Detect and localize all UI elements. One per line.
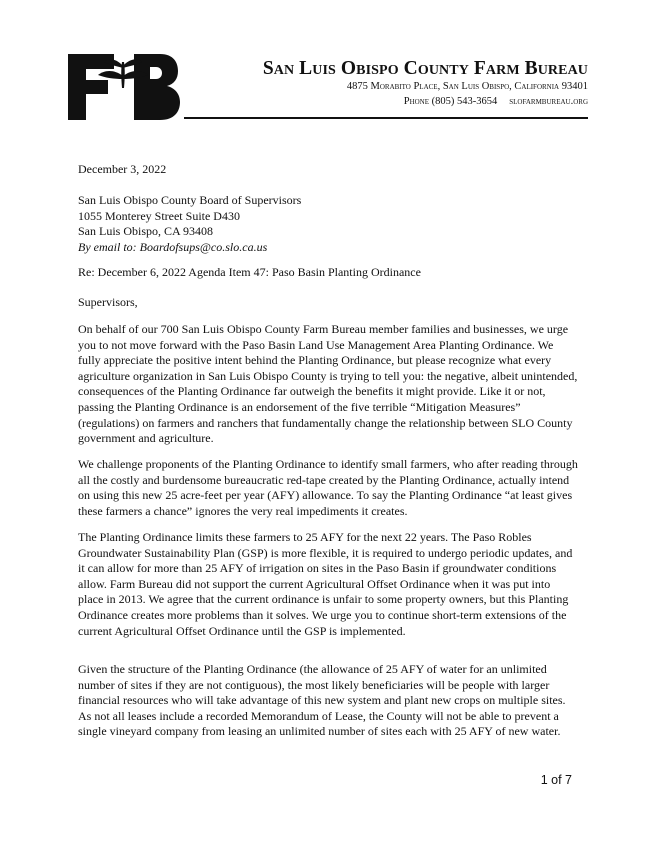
recipient-block [78, 193, 578, 255]
recipient-email-line: By email to: Boardofsups@co.slo.ca.us [78, 239, 268, 254]
letter-paragraph: The Planting Ordinance limits these farmers to 25 AFY for the next 22 years. The Paso Robles Groundwater Sustainability Plan (GSP) is more flexible, it is required to undergo periodic updates, and it can allow for more than 25 AFY of irrigation on sites in the Paso Basin if groundwater conditions allow. Farm Bureau did not support the current Agricultural Offset Ordinance when it was put into place in 2013. We agree that the current ordinance is unfair to some property owners, but this Planting Ordinance creates more problems than it solves. We urge you to continue short-term extensions of the current Agricultural Offset Ordinance until the GSP is implemented. [78, 530, 573, 638]
page-number: 1 of 7 [540, 773, 572, 787]
organization-contact [188, 96, 588, 107]
organization-phone: Phone (805) 543-3654 [403, 96, 498, 107]
organization-address: 4875 Morabito Place, San Luis Obispo, California 93401 [346, 81, 588, 92]
recipient-line: San Luis Obispo County Board of Supervisors [78, 193, 302, 207]
letter-date: December 3, 2022 [78, 162, 167, 176]
letterhead-divider [184, 117, 588, 119]
letter-paragraph: Given the structure of the Planting Ordinance (the allowance of 25 AFY of water for an unlimited number of sites if they are not contiguous), the most likely beneficiaries will be people with larger financial resources who will take advantage of this new system and plant new crops on multiple sites. As not all leases include a recorded Memorandum of Lease, the County will not be able to prevent a single vineyard company from leasing an unlimited number of sites each with 25 AFY of new water. [78, 662, 566, 739]
organization-name: San Luis Obispo County Farm Bureau [262, 58, 588, 79]
organization-website: slofarmbureau.org [509, 96, 588, 107]
salutation: Supervisors, [78, 295, 138, 309]
recipient-line: San Luis Obispo, CA 93408 [78, 224, 214, 239]
letter-paragraph: On behalf of our 700 San Luis Obispo County Farm Bureau member families and businesses, we urge you to not move forward with the Paso Basin Land Use Management Area Planting Ordinance. We fully appreciate the positive intent behind the Planting Ordinance, but please recognize what every agriculture organization in San Luis Obispo County is trying to tell you: the negative, albeit unintended, consequences of the Planting Ordinance far outweigh the benefits it might provide. Like it or not, passing the Planting Ordinance is an endorsement of the five terrible “Mitigation Measures” (regulations) on farmers and ranchers that fundamentally change the relationship between SLO County government and agriculture. [78, 322, 578, 446]
recipient-line: 1055 Monterey Street Suite D430 [78, 208, 240, 223]
letter-paragraph: We challenge proponents of the Planting Ordinance to identify small farmers, who after reading through all the costly and burdensome bureaucratic red-tape created by the Planting Ordinance, actually intend on using this new 25 acre-feet per year (AFY) allowance. To say the Planting Ordinance “at least gives these farmers a chance” ignores the very real impediments it creates. [78, 457, 578, 518]
subject-line: Re: December 6, 2022 Agenda Item 47: Paso Basin Planting Ordinance [78, 265, 421, 279]
farm-bureau-fb-logo-icon [68, 54, 180, 120]
